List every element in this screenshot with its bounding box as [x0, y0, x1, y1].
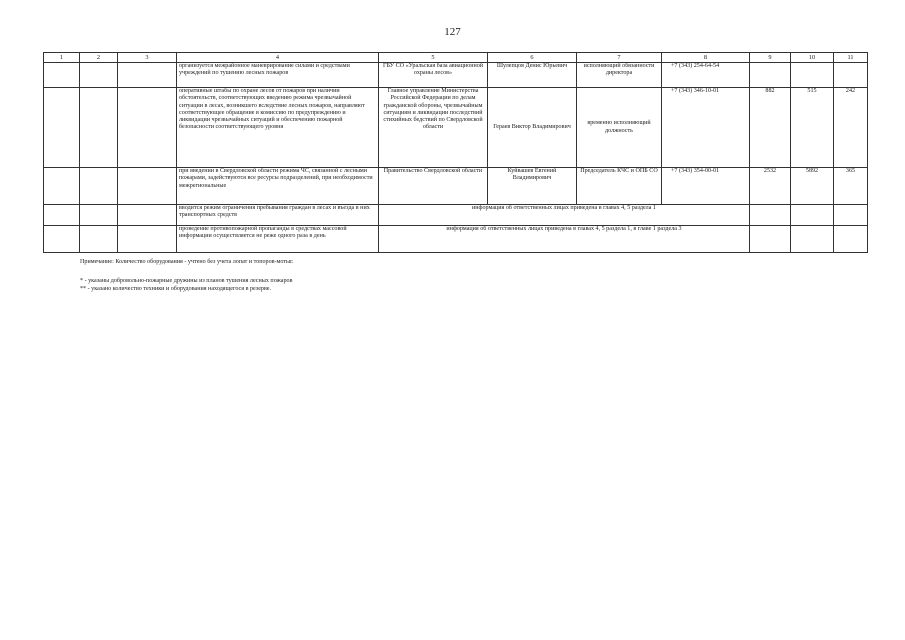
- person-cell: Шулепцов Денис Юрьевич: [488, 63, 577, 88]
- cell-empty: [44, 63, 80, 88]
- organization-cell: ГБУ СО «Уральская база авиационной охраны лесов»: [379, 63, 488, 88]
- cell-empty: [118, 88, 177, 168]
- activity-cell: при введении в Свердловской области режима ЧС, связанной с лесными пожарами, задействуются все ресурсы подразделений, при необходимости межрегиональные: [177, 168, 379, 205]
- cell-empty: [80, 226, 118, 253]
- column-number: 6: [488, 53, 577, 63]
- activity-cell: вводится режим ограничения пребывания граждан в лесах и въезда в них транспортных средств: [177, 205, 379, 226]
- cell-empty: [834, 205, 868, 226]
- responsible-info-cell: информация об ответственных лицах приведена в главах 4, 5 раздела 1: [379, 205, 750, 226]
- cell-empty: [80, 168, 118, 205]
- column-number-row: [44, 53, 868, 63]
- activity-cell: проведение противопожарной пропаганды в средствах массовой информации осуществляется не реже одного раза в день: [177, 226, 379, 253]
- column-number: 4: [177, 53, 379, 63]
- cell-empty: [80, 205, 118, 226]
- count-cell-10: 515: [791, 88, 834, 168]
- data-table: [43, 52, 868, 253]
- phone-cell: +7 (343) 354-00-01: [662, 168, 750, 205]
- count-cell-9: 2532: [750, 168, 791, 205]
- count-cell-9: [750, 63, 791, 88]
- position-cell: исполняющий обязанности директора: [577, 63, 662, 88]
- column-number: 1: [44, 53, 80, 63]
- table-row: [44, 168, 868, 205]
- cell-empty: [80, 63, 118, 88]
- organization-cell: Главное управление Министерства Российской Федерации по делам гражданской обороны, чрезвычайным ситуациям и ликвидации последствий стихийных бедствий по Свердловской области: [379, 88, 488, 168]
- table-row: [44, 205, 868, 226]
- cell-empty: [44, 88, 80, 168]
- cell-empty: [44, 205, 80, 226]
- count-cell-11: 242: [834, 88, 868, 168]
- cell-empty: [118, 168, 177, 205]
- cell-empty: [80, 88, 118, 168]
- count-cell-11: [834, 63, 868, 88]
- responsible-info-cell: информация об ответственных лицах приведена в главах 4, 5 раздела 1, в главе 1 раздела 3: [379, 226, 750, 253]
- column-number: 3: [118, 53, 177, 63]
- count-cell-10: [791, 63, 834, 88]
- cell-empty: [44, 226, 80, 253]
- column-number: 2: [80, 53, 118, 63]
- footnote-star-1: * - указаны добровольно-пожарные дружины из планов тушения лесных пожаров: [80, 278, 293, 284]
- cell-empty: [750, 226, 791, 253]
- table-row: [44, 63, 868, 88]
- cell-empty: [791, 205, 834, 226]
- page-number: 127: [444, 26, 461, 38]
- phone-cell: +7 (343) 346-10-01: [662, 88, 750, 168]
- column-number: 7: [577, 53, 662, 63]
- footnote-remark: Примечание: Количество оборудования - учтено без учета лопат и топоров-мотыг.: [80, 259, 294, 265]
- cell-empty: [118, 63, 177, 88]
- count-cell-11: 365: [834, 168, 868, 205]
- cell-empty: [834, 226, 868, 253]
- cell-empty: [750, 205, 791, 226]
- column-number: 5: [379, 53, 488, 63]
- person-cell: Куйвашев Евгений Владимирович: [488, 168, 577, 205]
- person-cell: Гераев Виктор Владимирович: [488, 88, 577, 168]
- table-row: [44, 88, 868, 168]
- footnote-star-2: ** - указано количество техники и оборудования находящегося в резерве.: [80, 286, 272, 292]
- organization-cell: Правительство Свердловской области: [379, 168, 488, 205]
- table-row: [44, 226, 868, 253]
- cell-empty: [791, 226, 834, 253]
- column-number: 9: [750, 53, 791, 63]
- cell-empty: [118, 226, 177, 253]
- count-cell-9: 882: [750, 88, 791, 168]
- activity-cell: организуется межрайонное маневрирование силами и средствами учреждений по тушению лесных пожаров: [177, 63, 379, 88]
- activity-cell: оперативные штабы по охране лесов от пожаров при наличии обстоятельств, соответствующих введению режима чрезвычайной ситуации в лесах, возникшего вследствие лесных пожаров, направляют соответствующее обращение в комиссию по предупреждению и ликвидации чрезвычайных ситуаций и обеспечению пожарной безопасности соответствующего уровня: [177, 88, 379, 168]
- column-number: 11: [834, 53, 868, 63]
- position-cell: Председатель КЧС и ОПБ СО: [577, 168, 662, 205]
- cell-empty: [44, 168, 80, 205]
- phone-cell: +7 (343) 254-64-54: [662, 63, 750, 88]
- count-cell-10: 5892: [791, 168, 834, 205]
- column-number: 8: [662, 53, 750, 63]
- cell-empty: [118, 205, 177, 226]
- column-number: 10: [791, 53, 834, 63]
- position-cell: временно исполняющий должность: [577, 88, 662, 168]
